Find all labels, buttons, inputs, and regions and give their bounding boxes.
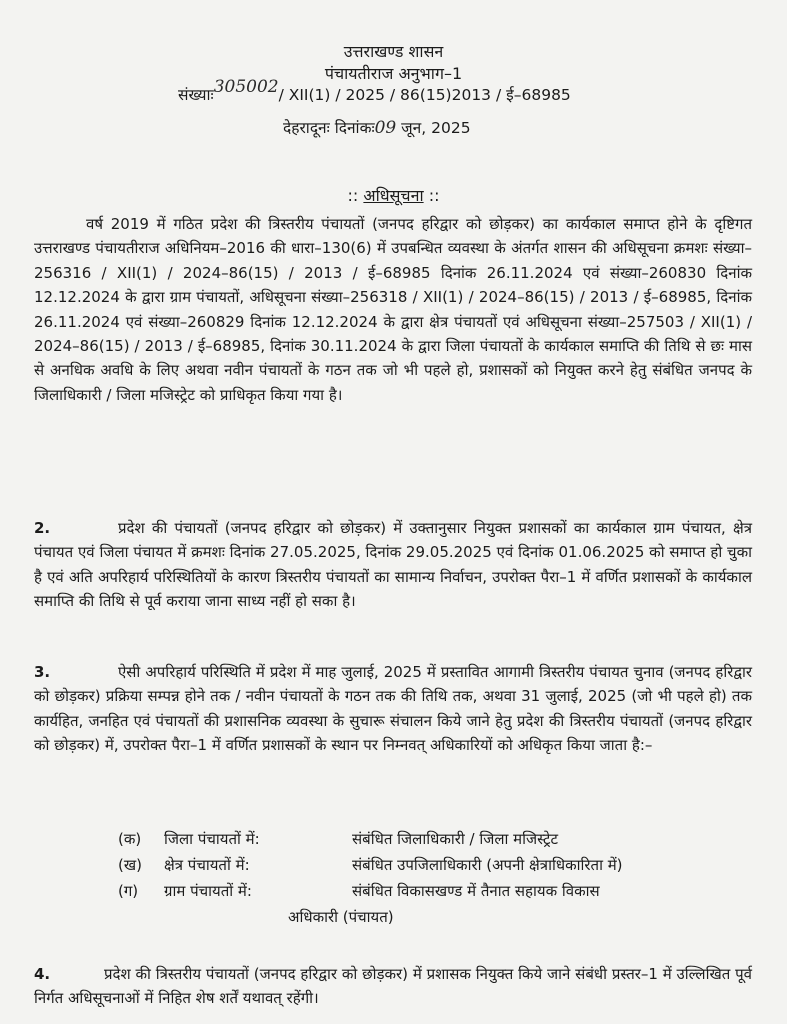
title-text: अधिसूचना xyxy=(363,186,424,205)
list-item-officer: संबंधित जिलाधिकारी / जिला मजिस्ट्रेट xyxy=(352,830,559,848)
list-item-category: क्षेत्र पंचायतों में: xyxy=(164,856,250,874)
date-suffix: जून, 2025 xyxy=(396,119,471,137)
letter-number xyxy=(178,77,571,105)
title-left-mark: :: xyxy=(347,186,364,205)
list-item-officer: संबंधित विकासखण्ड में तैनात सहायक विकास xyxy=(352,882,600,900)
list-item-category: ग्राम पंचायतों में: xyxy=(164,882,252,900)
list-item-label: (क) xyxy=(118,830,142,848)
handwritten-number: 305002 xyxy=(213,77,279,97)
number-label: संख्याः xyxy=(178,86,214,104)
notification-title xyxy=(0,184,787,206)
paragraph-4-text: प्रदेश की त्रिस्तरीय पंचायतों (जनपद हरिद्वार को छोड़कर) में प्रशासक नियुक्त किये जाने संबंधी प्रस्तर–1 में उल्लिखित पूर्व निर्गत अधिसूचनाओं में निहित शेष शर्तें यथावत् रहेंगी। xyxy=(34,965,752,1008)
letter-date xyxy=(283,116,471,138)
list-item xyxy=(118,852,623,878)
list-item xyxy=(118,878,623,904)
paragraph-3 xyxy=(34,660,752,758)
date-prefix: देहरादूनः दिनांकः xyxy=(283,119,375,137)
paragraph-4-number: 4. xyxy=(34,965,51,983)
paragraph-3-text: ऐसी अपरिहार्य परिस्थिति में प्रदेश में माह जुलाई, 2025 में प्रस्तावित आगामी त्रिस्तरीय पंचायत चुनाव (जनपद हरिद्वार को छोड़कर) प्रक्रिया सम्पन्न होने तक / नवीन पंचायतों के गठन तक की तिथि तक, अथवा 31 जुलाई, 2025 (जो भी पहले हो) तक कार्यहित, जनहित एवं पंचायतों की प्रशासनिक व्यवस्था के सुचारू संचालन किये जाने हेतु प्रदेश की त्रिस्तरीय पंचायतों (जनपद हरिद्वार को छोड़कर) में, उपरोक्त पैरा–1 में वर्णित प्रशासकों के स्थान पर निम्नवत् अधिकारियों को अधिकृत किया जाता है:– xyxy=(34,663,752,755)
government-name: उत्तराखण्ड शासन xyxy=(343,42,444,61)
list-item-continuation: अधिकारी (पंचायत) xyxy=(288,908,394,926)
title-right-mark: :: xyxy=(423,186,440,205)
paragraph-4 xyxy=(34,962,752,1011)
list-item xyxy=(118,826,623,852)
paragraph-3-number: 3. xyxy=(34,663,51,681)
paragraph-1 xyxy=(34,212,752,407)
list-item-label: (ग) xyxy=(118,882,139,900)
authorized-officers-list xyxy=(118,826,623,930)
number-suffix: / XII(1) / 2025 / 86(15)2013 / ई–68985 xyxy=(278,86,571,104)
list-item-category: जिला पंचायतों में: xyxy=(164,830,260,848)
paragraph-2-text: प्रदेश की पंचायतों (जनपद हरिद्वार को छोड़कर) में उक्तानुसार नियुक्त प्रशासकों का कार्यकाल ग्राम पंचायत, क्षेत्र पंचायत एवं जिला पंचायत में क्रमशः दिनांक 27.05.2025, दिनांक 29.05.2025 एवं दिनांक 01.06.2025 को समाप्त हो चुका है एवं अति अपरिहार्य परिस्थितियों के कारण त्रिस्तरीय पंचायतों का सामान्य निर्वाचन, उपरोक्त पैरा–1 में वर्णित प्रशासकों के कार्यकाल समाप्ति की तिथि से पूर्व कराया जाना साध्य नहीं हो सका है। xyxy=(34,519,752,611)
list-item-officer: संबंधित उपजिलाधिकारी (अपनी क्षेत्राधिकारिता में) xyxy=(352,856,623,874)
department-name: पंचायतीराज अनुभाग–1 xyxy=(324,64,463,83)
list-item-label: (ख) xyxy=(118,856,142,874)
paragraph-2 xyxy=(34,516,752,614)
handwritten-date: 09 xyxy=(374,118,397,138)
paragraph-1-text: वर्ष 2019 में गठित प्रदेश की त्रिस्तरीय पंचायतों (जनपद हरिद्वार को छोड़कर) का कार्यकाल समाप्त होने के दृष्टिगत उत्तराखण्ड पंचायतीराज अधिनियम–2016 की धारा–130(6) में उपबन्धित व्यवस्था के अंतर्गत शासन की अधिसूचना क्रमशः संख्या–256316 / XII(1) / 2024–86(15) / 2013 / ई–68985 दिनांक 26.11.2024 एवं संख्या–260830 दिनांक 12.12.2024 के द्वारा ग्राम पंचायतों, अधिसूचना संख्या–256318 / XII(1) / 2024–86(15) / 2013 / ई–68985, दिनांक 26.11.2024 एवं संख्या–260829 दिनांक 12.12.2024 के द्वारा क्षेत्र पंचायतों एवं अधिसूचना संख्या–257503 / XII(1) / 2024–86(15) / 2013 / ई–68985, दिनांक 30.11.2024 के द्वारा जिला पंचायतों के कार्यकाल समाप्ति की तिथि से छः मास से अनधिक अवधि के लिए अथवा नवीन पंचायतों के गठन तक जो भी पहले हो, प्रशासकों को नियुक्त करने हेतु संबंधित जनपद के जिलाधिकारी / जिला मजिस्ट्रेट को प्राधिकृत किया गया है। xyxy=(34,215,752,404)
paragraph-2-number: 2. xyxy=(34,519,51,537)
